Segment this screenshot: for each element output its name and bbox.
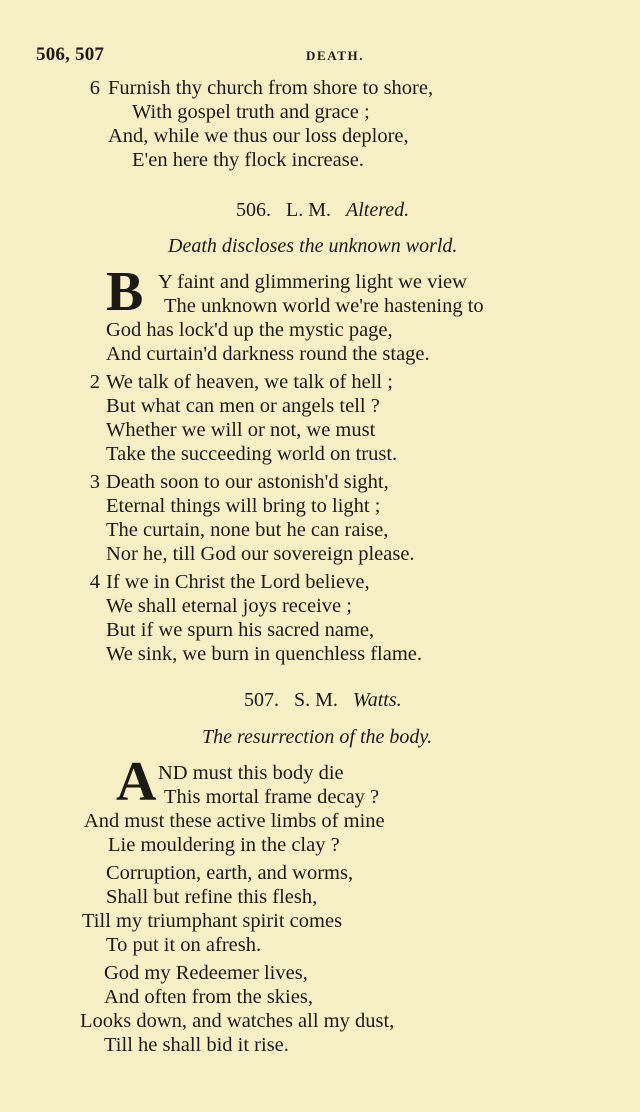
verse-line: Corruption, earth, and worms, [106,862,354,884]
hymn-author: Altered. [346,199,410,221]
verse-line: We sink, we burn in quenchless flame. [106,643,423,665]
verse-line: This mortal frame decay ? [164,786,380,808]
verse-line: Till he shall bid it rise. [104,1034,289,1056]
verse-line: Looks down, and watches all my dust, [80,1010,395,1032]
hymn-meter: S. M. [294,689,338,711]
verse-line: God my Redeemer lives, [104,962,308,984]
verse-line: Take the succeeding world on trust. [106,443,398,465]
verse-line: Y faint and glimmering light we view [158,271,467,293]
verse-number: 6 [89,77,100,99]
verse-line: To put it on afresh. [106,934,262,956]
verse-line: The unknown world we're hastening to [164,295,484,317]
verse-line: But if we spurn his sacred name, [106,619,375,641]
hymn-author: Watts. [352,689,402,711]
verse-line: E'en here thy flock increase. [132,149,364,171]
verse-line: The curtain, none but he can raise, [106,519,389,541]
hymn-heading [244,689,402,712]
verse-line: Lie mouldering in the clay ? [108,834,340,856]
hymn-number: 507. [244,689,279,711]
verse-line: And must these active limbs of mine [84,810,385,832]
verse-line: If we in Christ the Lord believe, [106,571,370,593]
hymn-title: The resurrection of the body. [202,726,433,748]
hymn-number: 506. [236,199,271,221]
verse-line: We talk of heaven, we talk of hell ; [106,371,393,393]
verse-line: Furnish thy church from shore to shore, [108,77,434,99]
verse-line: But what can men or angels tell ? [106,395,380,417]
verse-line: Shall but refine this flesh, [106,886,318,908]
verse-line: Whether we will or not, we must [106,419,376,441]
verse-line: Nor he, till God our sovereign please. [106,543,415,565]
hymn-meter: L. M. [286,199,331,221]
verse-line: Eternal things will bring to light ; [106,495,381,517]
page-number: 506, 507 [36,44,105,65]
verse-number: 3 [89,471,100,493]
verse-line: Till my triumphant spirit comes [82,910,343,932]
drop-cap: B [106,261,144,323]
verse-line: Death soon to our astonish'd sight, [106,471,389,493]
verse-line: And, while we thus our loss deplore, [108,125,409,147]
verse-number: 4 [89,571,100,593]
drop-cap: A [116,751,157,813]
verse-line: We shall eternal joys receive ; [106,595,352,617]
verse-line: With gospel truth and grace ; [132,101,370,123]
verse-line: And curtain'd darkness round the stage. [106,343,430,365]
verse-line: ND must this body die [158,762,344,784]
running-title: DEATH. [306,48,365,63]
verse-line: God has lock'd up the mystic page, [106,319,393,341]
hymn-title: Death discloses the unknown world. [168,235,458,257]
verse-number: 2 [89,371,100,393]
verse-line: And often from the skies, [104,986,313,1008]
hymn-heading [236,199,409,222]
